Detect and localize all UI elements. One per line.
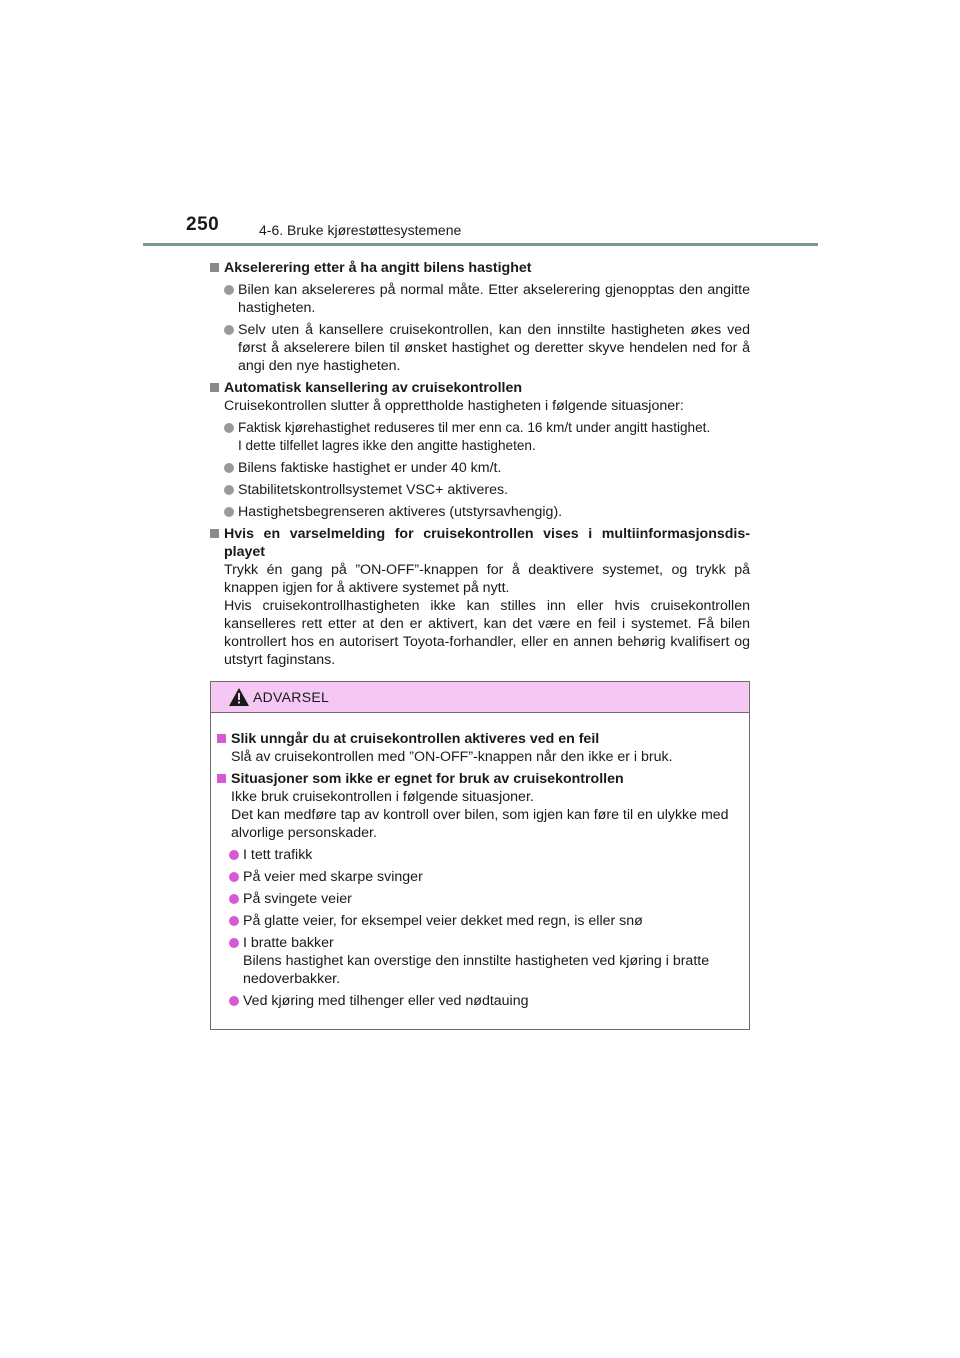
main-content [210,255,750,669]
circle-bullet-icon [229,938,239,948]
circle-bullet-icon [224,507,234,517]
square-bullet-icon [210,263,219,272]
list-item-text: Selv uten å kansellere cruisekontrollen, kan den innstilte hastigheten økes ved først å akselerere bilen til ønsket hastighet og deretter skyve hendelen ned for å angi den nye hastigheten. [238,322,750,374]
warning-section-title: Slik unngår du at cruisekontrollen aktiveres ved en feil [231,731,600,747]
circle-bullet-icon [229,850,239,860]
warning-triangle-icon [229,688,249,706]
warning-label: ADVARSEL [253,689,330,705]
warning-list-item [217,868,743,886]
warning-paragraph: Ikke bruk cruisekontrollen i følgende situasjoner. [231,789,534,805]
warning-body [211,713,749,1010]
list-item [210,419,750,455]
circle-bullet-icon [224,423,234,433]
list-item-text: Stabilitetskontrollsystemet VSC+ aktiveres. [238,482,509,498]
list-item [210,321,750,375]
warning-section-heading [217,730,743,748]
circle-bullet-icon [229,996,239,1006]
warning-list-item [217,992,743,1010]
list-item [210,481,750,499]
section-title: Automatisk kansellering av cruisekontrollen [224,380,523,396]
circle-bullet-icon [229,872,239,882]
section-heading [210,259,750,277]
warning-header [211,682,749,713]
square-bullet-icon [210,529,219,538]
list-item [210,459,750,477]
list-item-note: I dette tilfellet lagres ikke den angitte hastigheten. [238,438,536,453]
list-item-text: I tett trafikk [243,847,313,863]
section-heading [210,525,750,561]
square-bullet-icon [210,383,219,392]
chapter-title: 4-6. Bruke kjørestøttesystemene [259,222,462,238]
warning-list-item [217,846,743,864]
circle-bullet-icon [224,463,234,473]
circle-bullet-icon [224,285,234,295]
circle-bullet-icon [229,894,239,904]
list-item-text: Hastighetsbegrenseren aktiveres (utstyrsavhengig). [238,504,563,520]
list-item-text: På glatte veier, for eksempel veier dekket med regn, is eller snø [243,913,643,929]
warning-section-title: Situasjoner som ikke er egnet for bruk av cruisekontrollen [231,771,624,787]
circle-bullet-icon [229,916,239,926]
list-item [210,281,750,317]
section-paragraph: Hvis cruisekontrollhastigheten ikke kan stilles inn eller hvis cruisekontrollen kanselleres rett etter at den er aktivert, kan det være en feil i systemet. Få bilen kontrollert hos en autorisert Toyota-forhandler, eller en annen behørig kvalifisert og utstyrt faginstans. [224,598,750,668]
list-item-note: Bilens hastighet kan overstige den innstilte hastigheten ved kjøring i bratte nedoverbakker. [243,953,710,987]
list-item [210,503,750,521]
circle-bullet-icon [224,325,234,335]
warning-paragraph: Det kan medføre tap av kontroll over bilen, som igjen kan føre til en ulykke med alvorlige personskader. [231,807,729,841]
header-rule [143,243,818,246]
list-item-text: I bratte bakker [243,935,334,951]
warning-list-item [217,934,743,988]
list-item-text: Bilens faktiske hastighet er under 40 km/t. [238,460,502,476]
list-item-text: Ved kjøring med tilhenger eller ved nødtauing [243,993,529,1009]
page-number: 250 [186,214,220,235]
square-bullet-icon [217,774,226,783]
warning-section-heading [217,770,743,788]
section-title: Hvis en varselmelding for cruisekontrollen vises i multiinformasjonsdis-playet [224,526,750,560]
list-item-text: På svingete veier [243,891,352,907]
square-bullet-icon [217,734,226,743]
circle-bullet-icon [224,485,234,495]
section-paragraph: Trykk én gang på ”ON-OFF”-knappen for å deaktivere systemet, og trykk på knappen igjen for å aktivere systemet på nytt. [224,562,750,596]
section-intro: Cruisekontrollen slutter å opprettholde hastigheten i følgende situasjoner: [224,398,684,414]
warning-list-item [217,890,743,908]
list-item-text: Faktisk kjørehastighet reduseres til mer enn ca. 16 km/t under angitt hastighet. [238,420,711,435]
section-heading [210,379,750,397]
warning-paragraph: Slå av cruisekontrollen med ”ON-OFF”-knappen når den ikke er i bruk. [231,749,673,765]
warning-box [210,681,750,1030]
warning-list-item [217,912,743,930]
list-item-text: På veier med skarpe svinger [243,869,423,885]
list-item-text: Bilen kan akselereres på normal måte. Etter akselerering gjenopptas den angitte hastigheten. [238,282,750,316]
section-title: Akselerering etter å ha angitt bilens hastighet [224,260,532,276]
